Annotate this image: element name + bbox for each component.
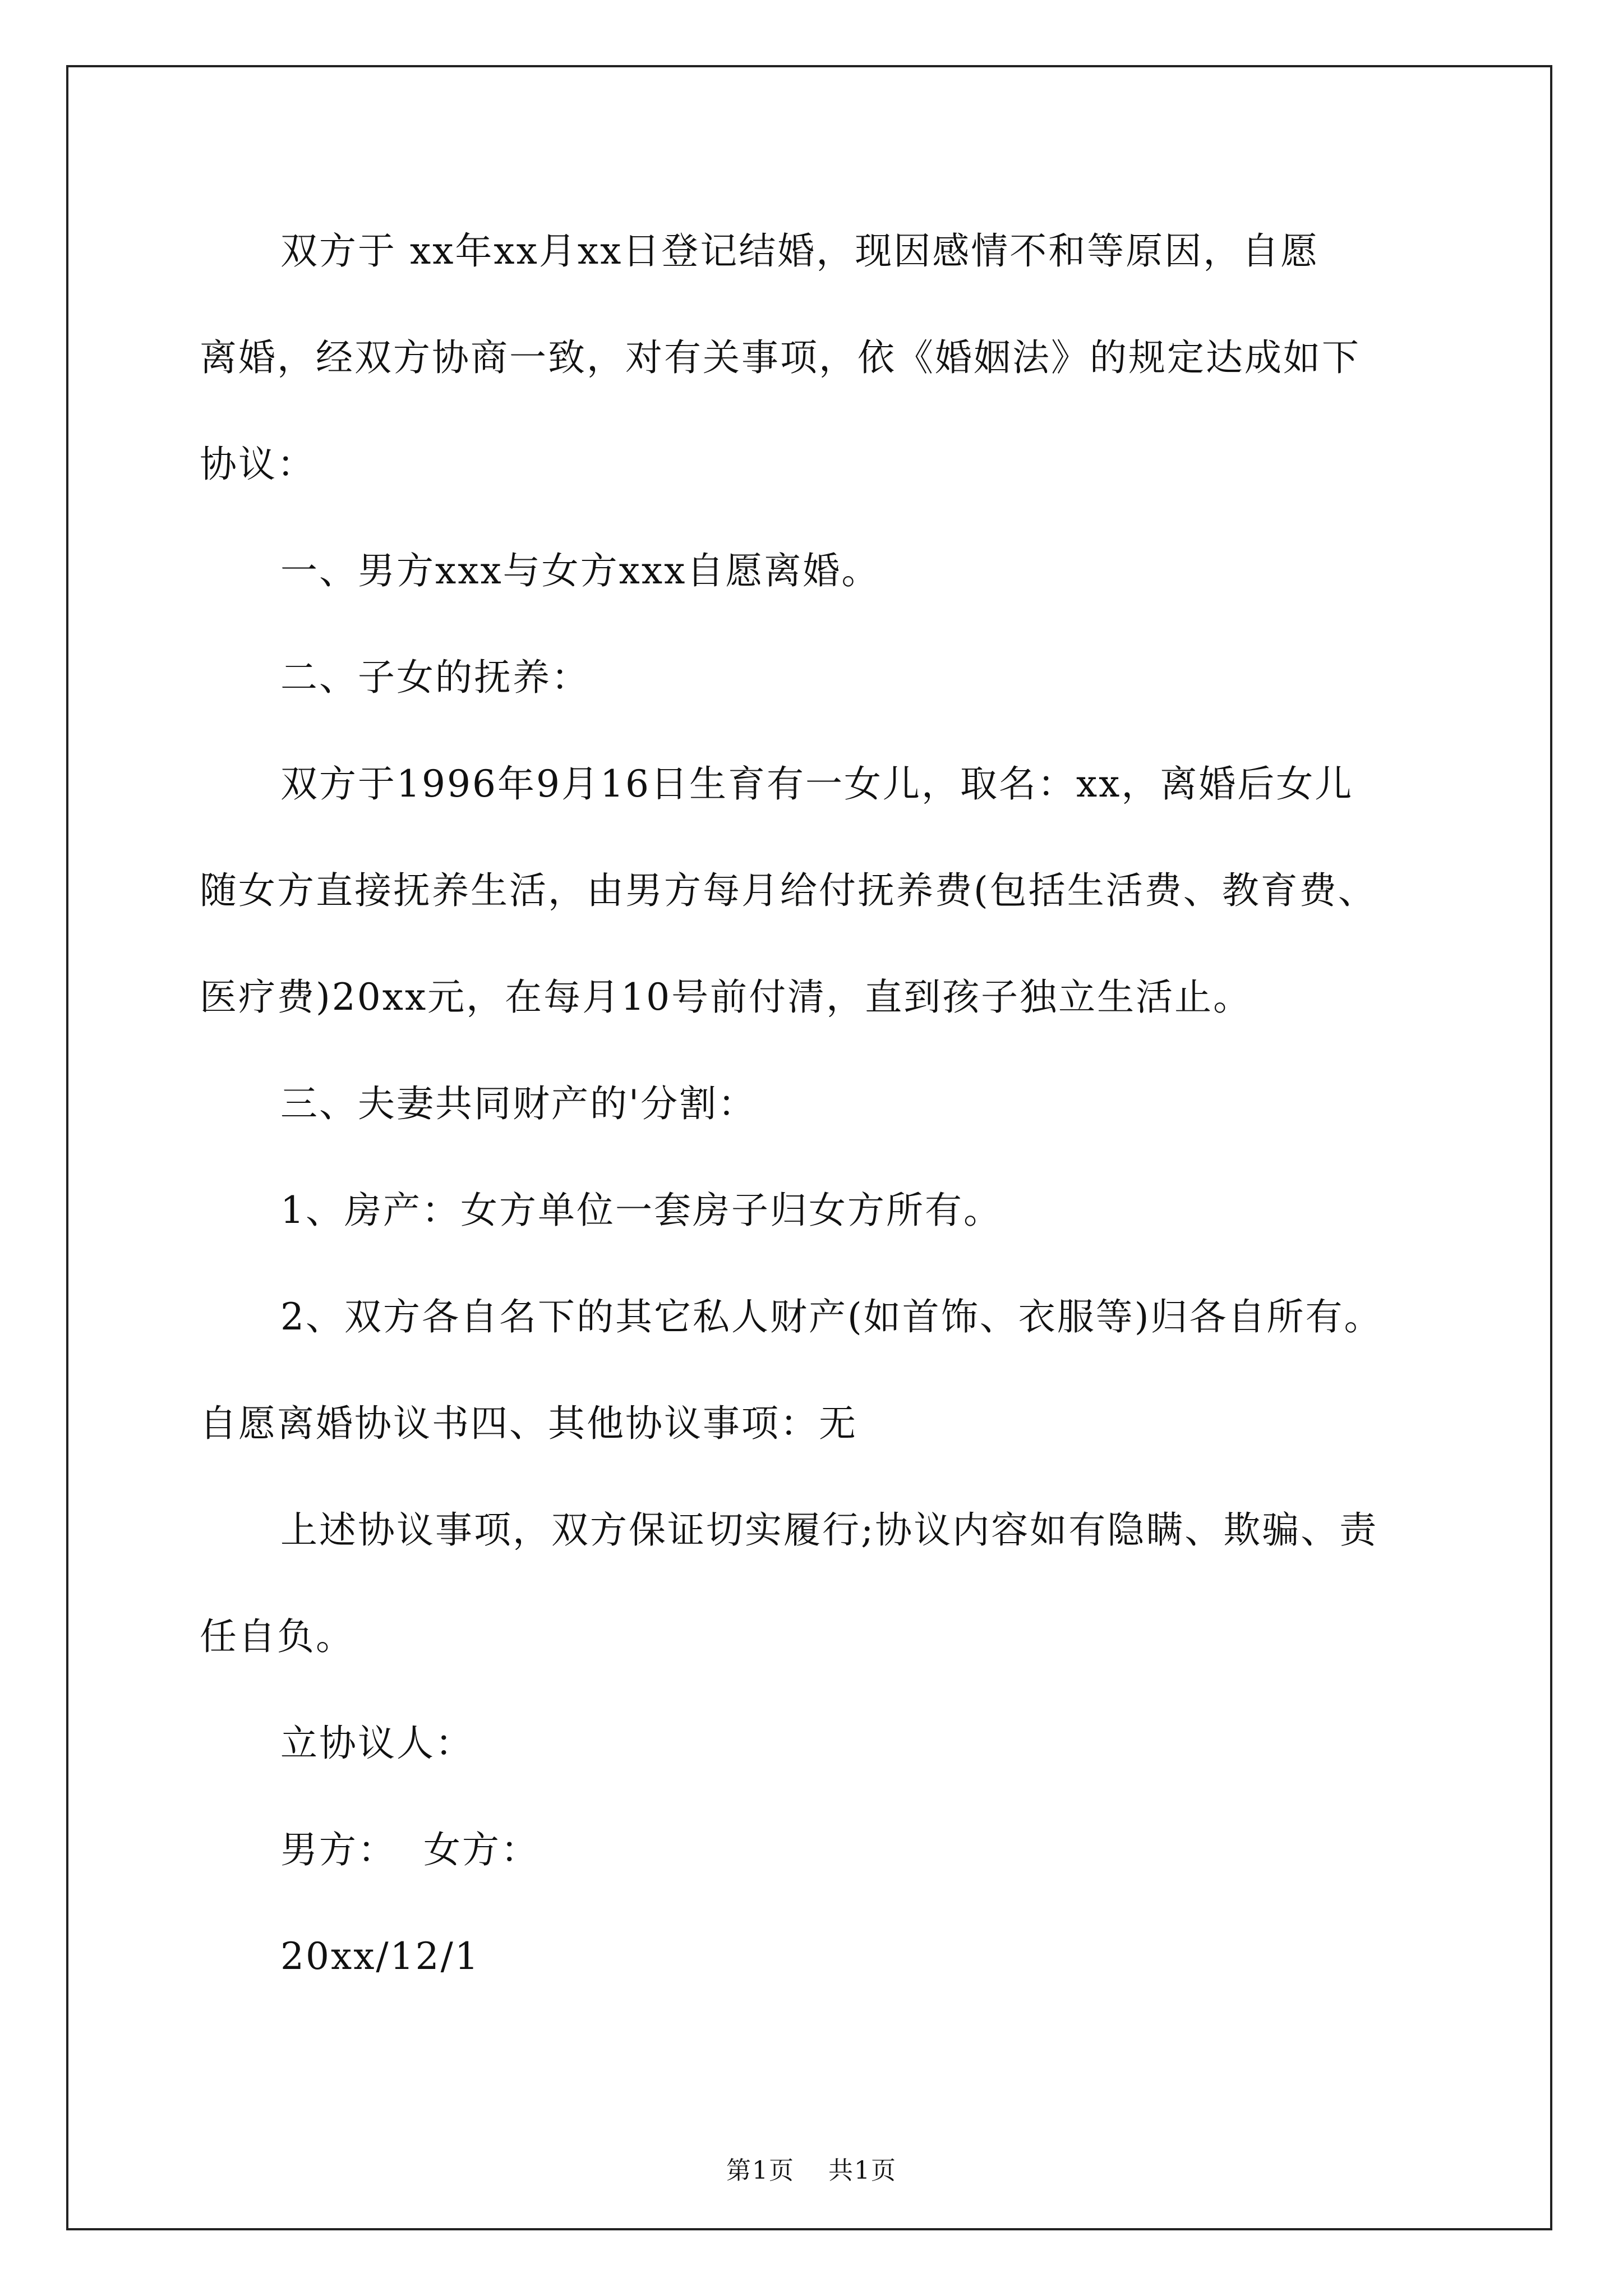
paragraph-line: 上述协议事项，双方保证切实履行;协议内容如有隐瞒、欺骗、责 bbox=[280, 1508, 1378, 1552]
section-heading: 二、子女的抚养： bbox=[280, 656, 590, 699]
paragraph-line: 双方于1996年9月16日生育有一女儿，取名：xx，离婚后女儿 bbox=[280, 762, 1354, 806]
paragraph-line: 自愿离婚协议书四、其他协议事项：无 bbox=[200, 1402, 857, 1445]
section-heading: 三、夫妻共同财产的'分割： bbox=[280, 1082, 757, 1125]
paragraph-line: 一、男方xxx与女方xxx自愿离婚。 bbox=[280, 549, 880, 592]
signatory-parties: 男方： 女方： bbox=[280, 1828, 540, 1871]
paragraph-line: 离婚，经双方协商一致，对有关事项，依《婚姻法》的规定达成如下 bbox=[200, 336, 1361, 379]
paragraph-line: 随女方直接抚养生活，由男方每月给付抚养费(包括生活费、教育费、 bbox=[200, 869, 1377, 912]
page-footer bbox=[0, 2155, 1623, 2187]
paragraph-line: 1、房产：女方单位一套房子归女方所有。 bbox=[280, 1189, 1002, 1232]
paragraph-line: 医疗费)20xx元，在每月10号前付清，直到孩子独立生活止。 bbox=[200, 976, 1252, 1019]
date-line: 20xx/12/1 bbox=[280, 1935, 480, 1978]
paragraph-line: 任自负。 bbox=[200, 1615, 354, 1658]
paragraph-line: 双方于 xx年xx月xx日登记结婚，现因感情不和等原因，自愿 bbox=[280, 229, 1320, 273]
page-number-total: 共1页 bbox=[828, 2156, 897, 2185]
signatory-label: 立协议人： bbox=[280, 1722, 474, 1765]
paragraph-line: 2、双方各自名下的其它私人财产(如首饰、衣服等)归各自所有。 bbox=[280, 1295, 1383, 1338]
page-number-current: 第1页 bbox=[726, 2156, 795, 2185]
page-border bbox=[66, 65, 1552, 2230]
paragraph-line: 协议： bbox=[200, 443, 316, 486]
